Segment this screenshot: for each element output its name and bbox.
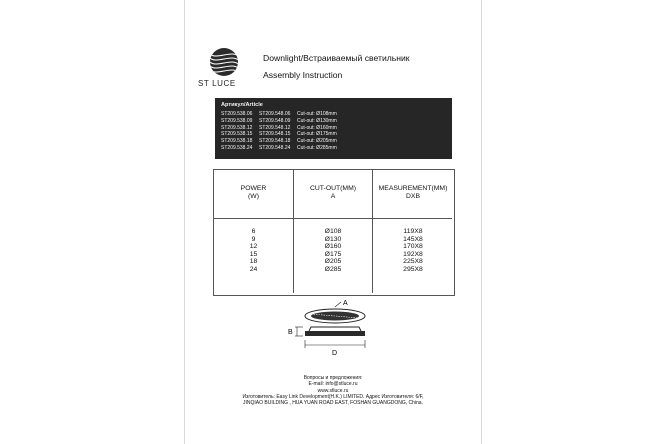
document-subtitle: Assembly Instruction bbox=[263, 70, 343, 80]
table-cell: 225X8 bbox=[403, 258, 423, 266]
brand-name: ST LUCE bbox=[198, 79, 236, 88]
cutout-column bbox=[294, 228, 372, 274]
cutout-header-label: CUT-OUT(MM) bbox=[309, 185, 357, 192]
article-code: ST209.548.24 bbox=[259, 144, 291, 151]
cutout-header bbox=[294, 185, 372, 201]
measurement-header-label: MEASUREMENT(MM) bbox=[378, 185, 448, 192]
table-cell: 18 bbox=[249, 258, 258, 266]
article-code: ST209.538.18 bbox=[221, 138, 253, 145]
article-cutout: Cut-out: Ø205mm bbox=[297, 138, 337, 145]
article-row bbox=[221, 145, 337, 152]
table-cell: 145X8 bbox=[403, 235, 423, 243]
label-a: A bbox=[343, 300, 348, 307]
table-cell: Ø160 bbox=[324, 243, 342, 251]
article-code: ST209.548.18 bbox=[259, 138, 291, 145]
article-cutout: Cut-out: Ø130mm bbox=[297, 117, 337, 124]
article-code: ST209.538.12 bbox=[221, 124, 253, 131]
article-code: ST209.538.15 bbox=[221, 131, 253, 138]
table-cell: Ø175 bbox=[324, 250, 342, 258]
footer-manufacturer: Изготовитель: Easy Link Development(H.K.) LIMITED. Адрес Изготовителя: 6/F, bbox=[242, 393, 424, 400]
measurement-header-sub: DXB bbox=[406, 193, 420, 200]
contact-footer bbox=[185, 375, 481, 406]
table-cell: Ø285 bbox=[324, 265, 342, 273]
table-cell: 15 bbox=[249, 250, 258, 258]
table-cell: 295X8 bbox=[403, 265, 423, 273]
article-list-panel bbox=[215, 98, 452, 159]
table-cell: 6 bbox=[251, 228, 256, 235]
fixture-top-view-icon bbox=[305, 302, 365, 323]
table-cell: 9 bbox=[251, 235, 256, 243]
right-border bbox=[481, 0, 482, 444]
article-cutout: Cut-out: Ø108mm bbox=[297, 111, 337, 117]
document-title: Downlight/Встраиваемый светильник bbox=[263, 53, 410, 63]
label-d: D bbox=[332, 350, 338, 357]
article-row bbox=[221, 125, 337, 132]
article-cutout: Cut-out: Ø285mm bbox=[297, 144, 337, 151]
table-cell: 192X8 bbox=[403, 250, 423, 258]
specification-table bbox=[213, 169, 455, 296]
power-header bbox=[214, 185, 293, 201]
table-cell: Ø108 bbox=[324, 228, 342, 235]
footer-website: www.stluce.ru bbox=[317, 387, 349, 394]
table-cell: 12 bbox=[249, 243, 258, 251]
measurement-header bbox=[373, 185, 453, 201]
article-row bbox=[221, 111, 337, 118]
article-row bbox=[221, 138, 337, 145]
table-cell: 24 bbox=[249, 265, 258, 273]
article-code: ST209.538.24 bbox=[221, 144, 253, 151]
cutout-header-sub: A bbox=[330, 193, 336, 200]
power-header-label: POWER bbox=[240, 185, 267, 192]
power-header-unit: (W) bbox=[248, 193, 259, 200]
article-code: ST209.548.09 bbox=[259, 117, 291, 124]
table-cell: Ø205 bbox=[324, 258, 342, 266]
article-code: ST209.538.09 bbox=[221, 117, 253, 124]
label-b: B bbox=[288, 329, 293, 336]
article-code: ST209.548.06 bbox=[259, 111, 291, 117]
table-divider bbox=[214, 218, 452, 219]
table-cell: Ø130 bbox=[324, 235, 342, 243]
table-cell: 170X8 bbox=[403, 243, 423, 251]
dimension-lines bbox=[295, 327, 365, 348]
dimension-diagram bbox=[285, 298, 395, 360]
article-code: ST209.538.06 bbox=[221, 111, 253, 117]
article-cutout: Cut-out: Ø160mm bbox=[297, 124, 337, 131]
table-cell: 119X8 bbox=[403, 228, 423, 235]
article-cutout: Cut-out: Ø175mm bbox=[297, 131, 337, 138]
fixture-side-view-icon bbox=[305, 327, 365, 336]
article-code: ST209.548.15 bbox=[259, 131, 291, 138]
article-heading: Артикул/Article bbox=[221, 102, 263, 108]
article-row bbox=[221, 118, 337, 125]
article-rows bbox=[221, 111, 337, 152]
article-code: ST209.548.12 bbox=[259, 124, 291, 131]
article-row bbox=[221, 131, 337, 138]
power-column bbox=[214, 228, 293, 274]
measurement-column bbox=[373, 228, 453, 274]
instruction-sheet bbox=[185, 0, 481, 444]
footer-address: JINQIAO BUILDING , HUA YUAN ROAD EAST, FOSHAN GUANGDONG, China. bbox=[243, 400, 423, 407]
footer-email: E-mail: info@stluce.ru bbox=[308, 381, 358, 388]
footer-line: Вопросы и предложения: bbox=[303, 375, 363, 381]
